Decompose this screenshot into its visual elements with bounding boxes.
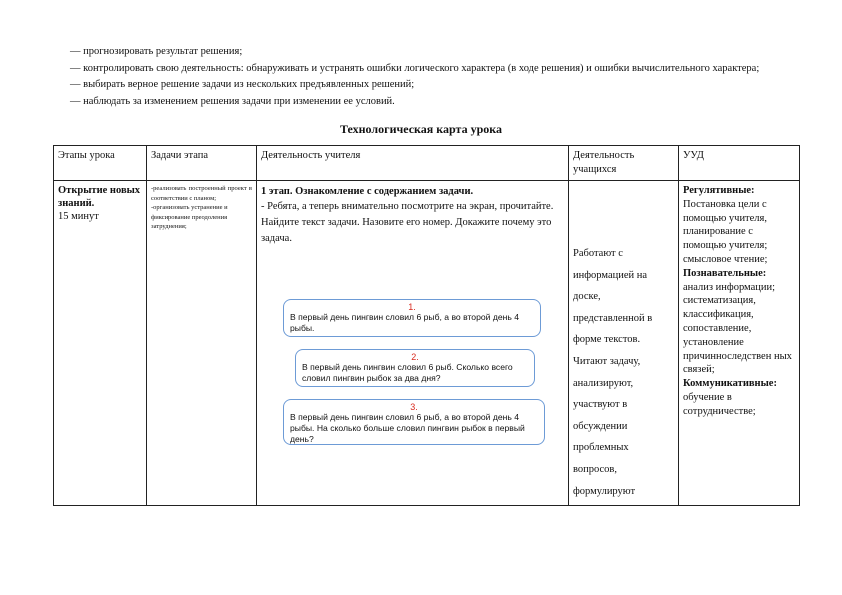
- card-text: В первый день пингвин словил 6 рыб, а во второй день 4 рыбы.: [290, 312, 520, 333]
- tasks-cell: [147, 181, 257, 506]
- teacher-instructions: - Ребята, а теперь внимательно посмотрите на экран, прочитайте. Найдите текст задачи. Назовите его номер. Докажите почему это задача.: [261, 201, 554, 244]
- header-uud: УУД: [679, 146, 800, 181]
- task-card-3: [283, 399, 545, 445]
- uud-cognitive-heading: Познавательные:: [683, 267, 767, 279]
- card-text: В первый день пингвин словил 6 рыб. Сколько всего словил пингвин рыбок за два дня?: [302, 362, 513, 383]
- table-header-row: [54, 146, 800, 181]
- intro-list: [70, 44, 786, 110]
- task-item: -организовать устранение и фиксирование преодоления затруднения;: [151, 204, 228, 231]
- header-tasks: Задачи этапа: [147, 146, 257, 181]
- task-card-2: [295, 349, 535, 387]
- document-title: Технологическая карта урока: [340, 122, 502, 136]
- intro-line: — наблюдать за изменением решения задачи при изменении ее условий.: [70, 95, 395, 107]
- task-item: -реализовать построенный проект в соответствии с планом;: [151, 185, 252, 202]
- header-teacher: Деятельность учителя: [257, 146, 569, 181]
- stage-cell: [54, 181, 147, 506]
- uud-regulatory-heading: Регулятивные:: [683, 185, 755, 196]
- lesson-map-table: [53, 145, 800, 506]
- stage-time: 15 минут: [58, 211, 99, 222]
- task-cards: [261, 299, 564, 449]
- uud-cognitive-text: анализ информации; систематизация, классификация, сопоставление, установление причинноследствен ных связей;: [683, 281, 792, 376]
- intro-line: — контролировать свою деятельность: обнаруживать и устранять ошибки логического характера (в ходе решения) и ошибки вычислительного характера;: [70, 62, 760, 74]
- teacher-cell: [257, 181, 569, 506]
- card-number: 1.: [408, 302, 416, 312]
- table-row: [54, 181, 800, 506]
- header-students: Деятельность учащихся: [569, 146, 679, 181]
- intro-line: — прогнозировать результат решения;: [70, 46, 243, 57]
- card-text: В первый день пингвин словил 6 рыб, а во второй день 4 рыбы. На сколько больше словил пингвин рыбок в первый день?: [290, 412, 525, 444]
- teacher-stage-heading: 1 этап. Ознакомление с содержанием задачи.: [261, 186, 474, 197]
- header-stages: Этапы урока: [54, 146, 147, 181]
- uud-regulatory-text: Постановка цели с помощью учителя, планирование с помощью учителя; смысловое чтение;: [683, 198, 768, 265]
- stage-name: Открытие новых знаний.: [58, 185, 141, 209]
- card-number: 3.: [410, 402, 418, 412]
- uud-communicative-heading: Коммуникативные:: [683, 378, 777, 390]
- uud-communicative-text: обучение в сотрудничестве;: [683, 391, 756, 417]
- uud-cell: [679, 181, 800, 506]
- task-card-1: [283, 299, 541, 337]
- students-cell: Работают с информацией на доске, представленной в форме текстов. Читают задачу, анализируют, участвуют в обсуждении проблемных вопросов, формулируют: [569, 181, 679, 506]
- card-number: 2.: [411, 352, 419, 362]
- intro-line: — выбирать верное решение задачи из нескольких предъявленных решений;: [70, 79, 415, 91]
